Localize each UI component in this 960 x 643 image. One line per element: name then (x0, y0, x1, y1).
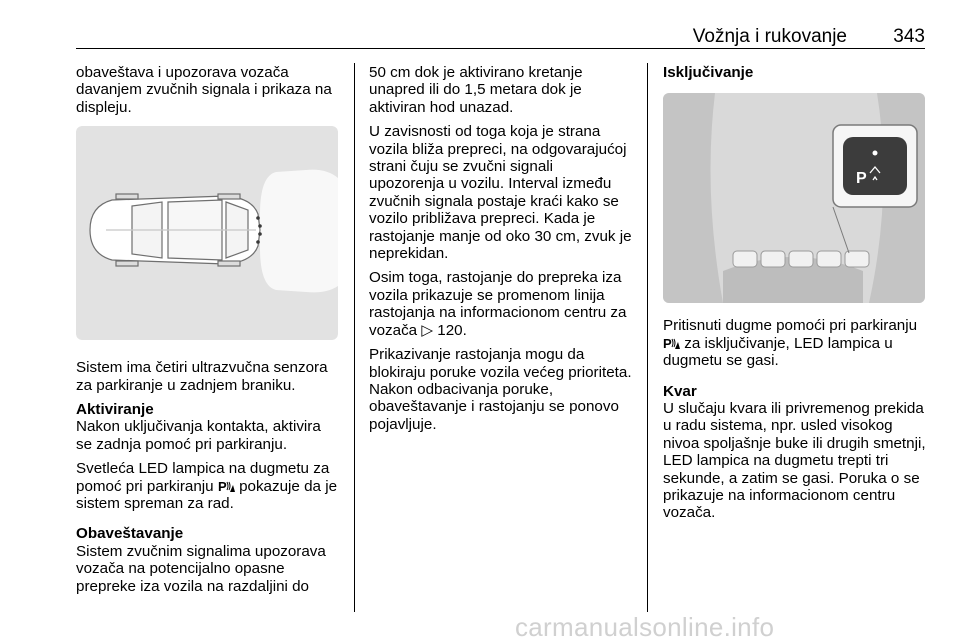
section-heading: Kvar (663, 382, 697, 400)
paragraph: Sistem zvučnim signalima upozorava vozača na potencijalno opasne prepreke iza vozila na razdaljini do (76, 542, 326, 595)
page-ref: 120. (437, 321, 467, 339)
park-assist-icon (218, 479, 235, 493)
page-number: 343 (893, 26, 925, 47)
button-row (733, 251, 869, 267)
paragraph (369, 269, 632, 339)
text-span: Osim toga, rastojanje do prepreka iza vozila prikazuje se promenom linija rastojanja na informacionom centru za vozača (369, 269, 627, 339)
paragraph: Sistem ima četiri ultrazvučna senzora za parkiranje u zadnjem braniku. (76, 359, 328, 394)
section-heading: Isključivanje (663, 64, 754, 81)
column-2 (369, 64, 632, 440)
column-divider (354, 63, 355, 612)
park-assist-icon (663, 336, 680, 350)
text-span: pokazuje da je sistem spreman za rad. (76, 477, 338, 513)
paragraph: obaveštava i upozorava vozača davanjem zvučnih signala i prikaza na displeju. (76, 64, 332, 116)
paragraph: Prikazivanje rastojanja mogu da blokiraju poruke vozila većeg prioriteta. Nakon odbacivanja poruke, obaveštavanje i rastojanju se ponovo pojavljuje. (369, 346, 632, 433)
column-1 (76, 64, 338, 602)
text-span: za isključivanje, LED lampica u dugmetu se gasi. (663, 334, 893, 370)
paragraph (663, 317, 928, 369)
section-heading: Aktiviranje (76, 401, 154, 419)
paragraph: U slučaju kvara ili privremenog prekida u radu sistema, npr. usled visokog nivoa spoljašnje buke ili drugih smetnji, LED lampica na dugmetu trepti tri sekunde, a zatim se gasi. Poruka o se prikazuje na informacionom centru vozača. (663, 400, 926, 522)
watermark: carmanualsonline.info (515, 612, 775, 642)
paragraph: U zavisnosti od toga koja je strana vozila bliža prepreci, na odgovarajućoj strani čuju se zvučni signali upozorenja u vozilu. Interval između zvučnih signala postaje kraći kako se vozilo približava prepreci. Kada je rastojanje manje od oko 30 cm, zvuk je neprekidan. (369, 123, 632, 263)
page-title: Vožnja i rukovanje (692, 26, 847, 47)
page-ref-arrow-icon: ▷ (421, 321, 434, 339)
paragraph (76, 460, 338, 512)
paragraph: Nakon uključivanja kontakta, aktivira se zadnja pomoć pri parkiranju. (76, 418, 321, 453)
car-icon (90, 194, 260, 266)
column-divider (647, 63, 648, 612)
svg-text:P: P (663, 335, 672, 350)
paragraph: 50 cm dok je aktivirano kretanje unapred ili do 1,5 metara dok je aktiviran hod unazad. (369, 64, 583, 116)
console-button-figure (663, 93, 925, 303)
svg-text:P: P (856, 170, 867, 188)
car-sensor-figure (76, 126, 338, 340)
column-3 (663, 64, 928, 529)
svg-text:P: P (217, 478, 227, 493)
page-header (76, 26, 925, 49)
text-span: Svetleća LED lampica na dugmetu za pomoć pri parkiranju (76, 460, 330, 495)
text-span: Pritisnuti dugme pomoći pri parkiranju (663, 317, 918, 335)
section-heading: Obaveštavanje (76, 525, 184, 543)
